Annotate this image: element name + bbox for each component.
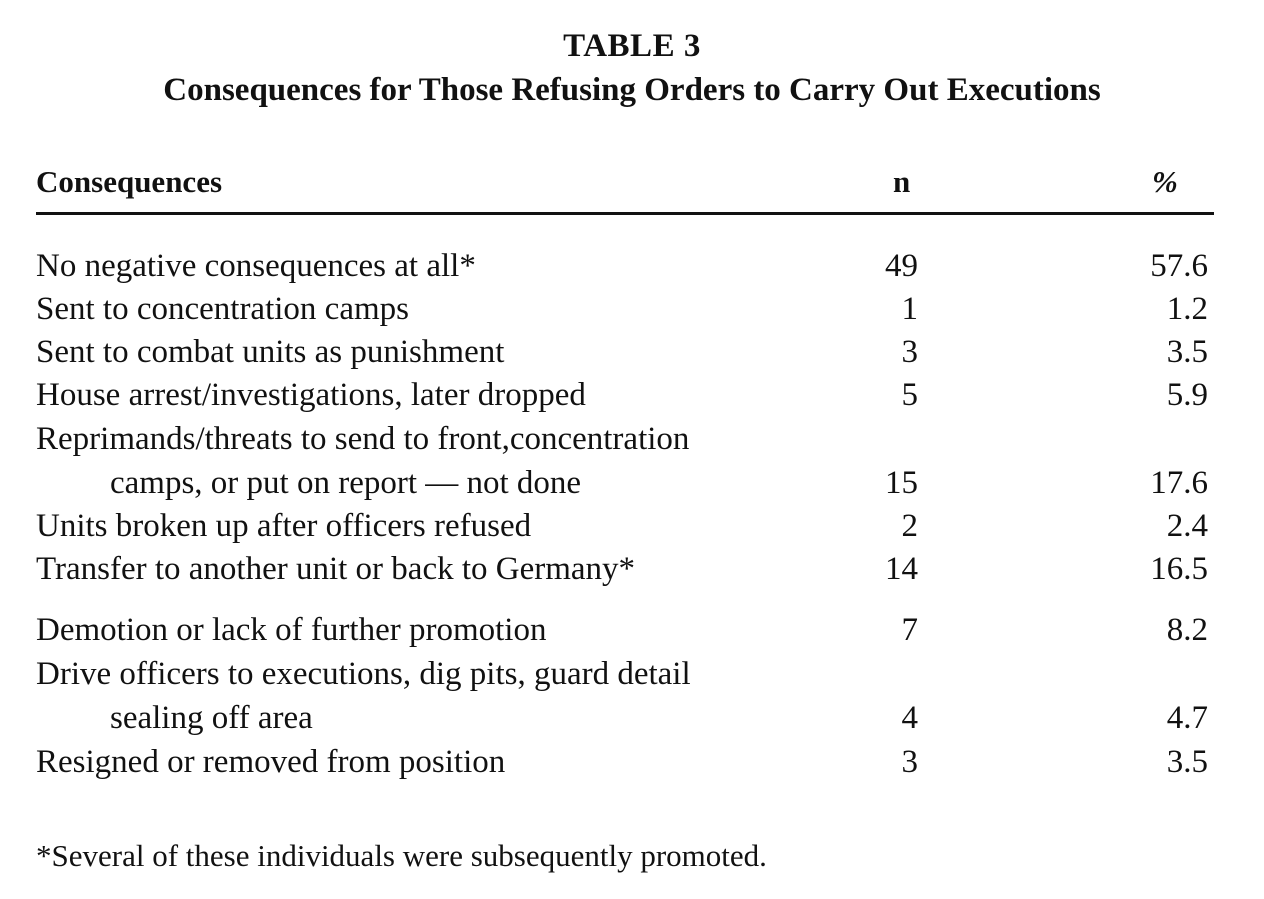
- table-row: [0, 248, 1264, 292]
- row-percent: 57.6: [1150, 248, 1208, 284]
- row-n: 14: [885, 551, 918, 587]
- row-percent: 2.4: [1166, 508, 1208, 544]
- row-percent: 5.9: [1166, 377, 1208, 413]
- table-row: [0, 421, 1264, 509]
- row-label: No negative consequences at all*: [36, 248, 476, 284]
- row-n: 5: [901, 377, 918, 413]
- row-n: 4: [901, 700, 918, 736]
- row-label-continuation: sealing off area: [110, 700, 313, 736]
- row-label: Transfer to another unit or back to Germany*: [36, 551, 636, 587]
- row-label: House arrest/investigations, later dropped: [36, 377, 586, 413]
- table-title: Consequences for Those Refusing Orders to Carry Out Executions: [163, 72, 1101, 108]
- row-label: Reprimands/threats to send to front,concentration: [36, 421, 690, 457]
- row-n: 2: [901, 508, 918, 544]
- row-n: 15: [885, 465, 918, 501]
- table-row: [0, 612, 1264, 656]
- row-n: 1: [901, 291, 918, 327]
- table-row: [0, 334, 1264, 378]
- column-header-consequences: Consequences: [36, 164, 223, 199]
- table-row: [0, 656, 1264, 744]
- row-percent: 8.2: [1166, 612, 1208, 648]
- row-label: Sent to combat units as punishment: [36, 334, 505, 370]
- table-row: [0, 291, 1264, 335]
- row-percent: 17.6: [1150, 465, 1208, 501]
- row-label: Units broken up after officers refused: [36, 508, 532, 544]
- table-row: [0, 744, 1264, 788]
- row-percent: 3.5: [1166, 334, 1208, 370]
- header-rule: [36, 212, 1214, 215]
- row-percent: 4.7: [1166, 700, 1208, 736]
- column-header-percent: %: [1152, 164, 1178, 199]
- table-footnote: *Several of these individuals were subsequently promoted.: [36, 838, 767, 873]
- table-row: [0, 551, 1264, 595]
- table-number: TABLE 3: [563, 28, 701, 64]
- row-percent: 3.5: [1166, 744, 1208, 780]
- row-label: Resigned or removed from position: [36, 744, 506, 780]
- column-header-n: n: [893, 164, 911, 199]
- row-n: 49: [885, 248, 918, 284]
- row-label: Sent to concentration camps: [36, 291, 409, 327]
- table-row: [0, 377, 1264, 421]
- row-n: 3: [901, 744, 918, 780]
- row-label-continuation: camps, or put on report — not done: [110, 465, 582, 501]
- row-n: 7: [901, 612, 918, 648]
- table-row: [0, 508, 1264, 552]
- row-percent: 1.2: [1166, 291, 1208, 327]
- row-label: Drive officers to executions, dig pits, guard detail: [36, 656, 691, 692]
- row-n: 3: [901, 334, 918, 370]
- row-percent: 16.5: [1150, 551, 1208, 587]
- row-label: Demotion or lack of further promotion: [36, 612, 547, 648]
